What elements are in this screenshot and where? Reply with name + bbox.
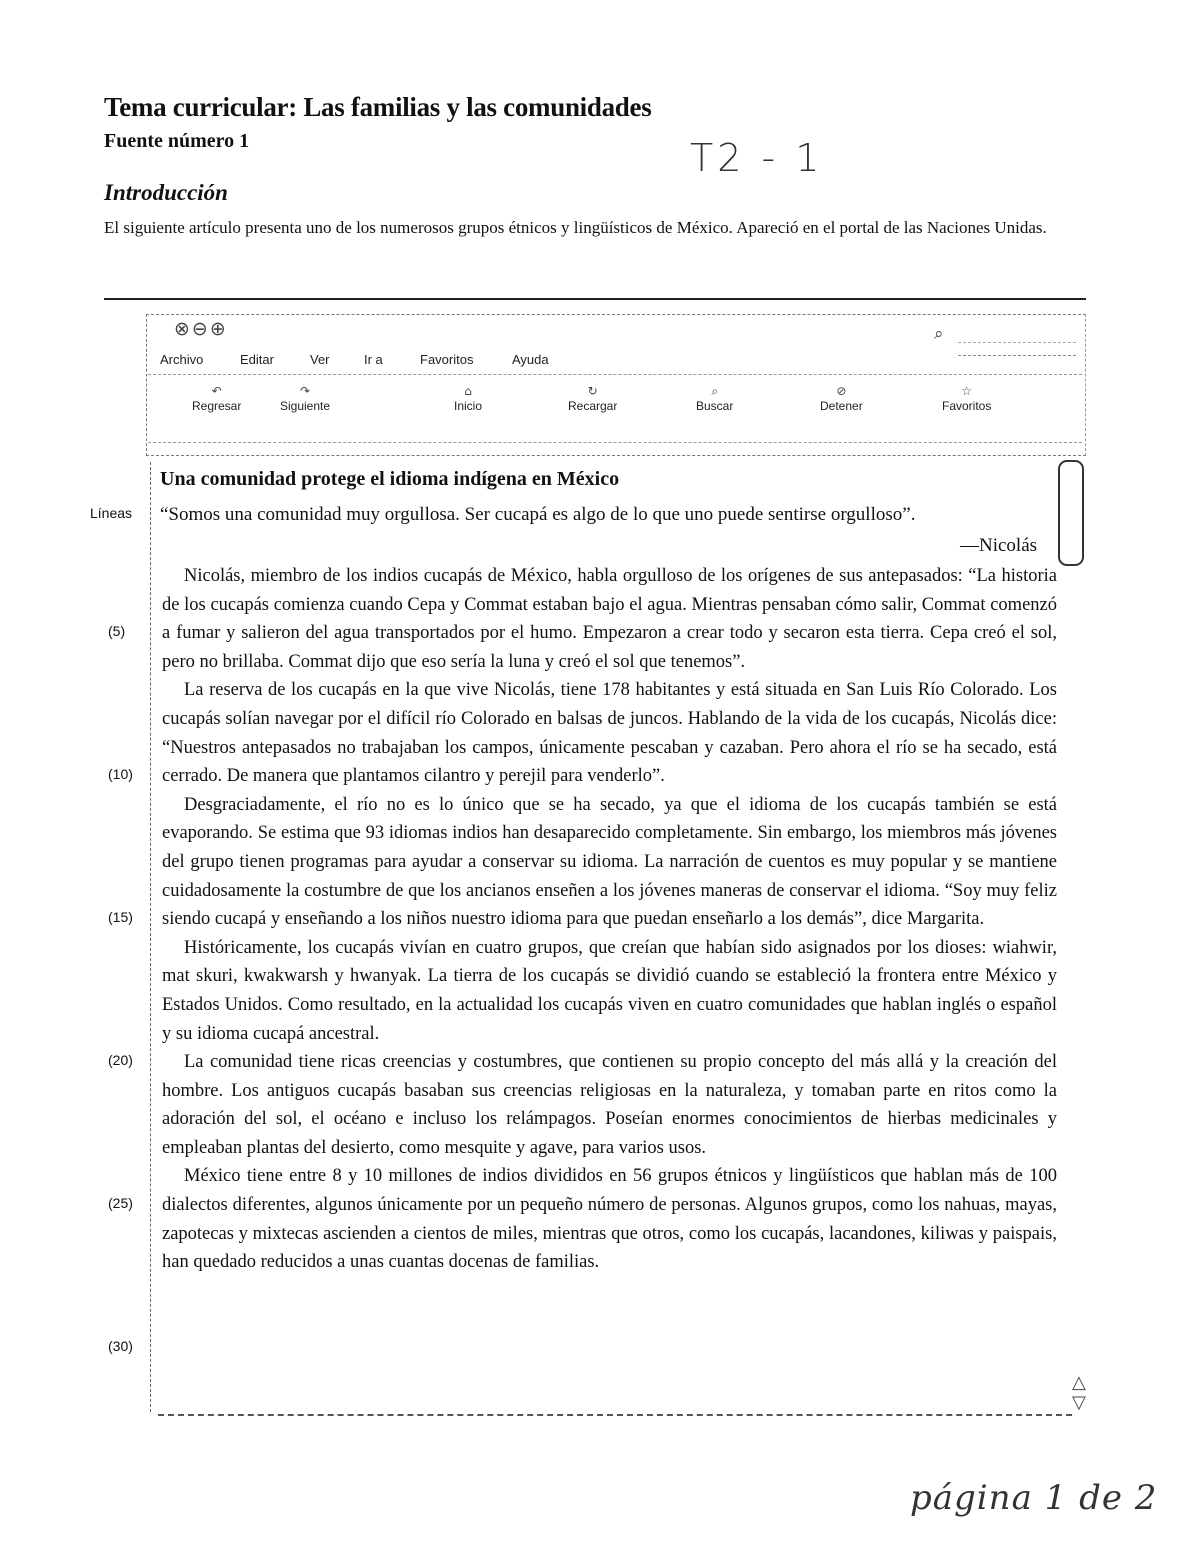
article-paragraph: Históricamente, los cucapás vivían en cuatro grupos, que creían que habían sido asignados por los dioses: wiahwir, mat skuri, kwakwarsh y hwanyak. La tierra de los cucapás se dividió cuando se estableció la frontera entre México y Estados Unidos. Como resultado, en la actualidad los cucapás viven en cuatro comunidades que hablan inglés o español y su idioma cucapá ancestral. [162,937,1057,1044]
intro-text: El siguiente artículo presenta uno de los numerosos grupos étnicos y lingüísticos de México. Apareció en el portal de las Naciones Unidas. [104,218,1047,237]
article-paragraph: Desgraciadamente, el río no es lo único que se ha secado, ya que el idioma de los cucapás también se está evaporando. Se estima que 93 idiomas indios han desaparecido completamente. Sin embargo, los miembros más jóvenes del grupo tienen programas para ayudar a conservar su idioma. La narración de cuentos es muy popular y se mantiene cuidadosamente la costumbre de que los ancianos enseñen a los jóvenes maneras de conservar el idioma. “Soy muy feliz siendo cucapá y enseñando a los niños nuestro idioma para que puedan enseñarlo a los demás”, dice Margarita. [162,794,1057,930]
intro-heading: Introducción [104,180,228,205]
toolbar-home-button[interactable] [454,384,482,413]
line-number: (25) [108,1195,133,1211]
line-number: (5) [108,623,126,639]
lines-label: Líneas [90,505,133,521]
minimize-window-icon[interactable]: ⊖ [191,318,210,340]
scroll-down-arrow-icon[interactable]: ▽ [1072,1392,1086,1413]
toolbar-label: Detener [820,399,863,413]
article-paragraph: Nicolás, miembro de los indios cucapás de México, habla orgulloso de los orígenes de sus antepasados: “La historia de los cucapás comienza cuando Cepa y Commat estaban bajo el agua. Mientras pensaban cómo salir, Commat comenzó a fumar y salieron del agua transportados por el humo. Empezaron a crear todo y secaron esta tierra. Cepa creó el sol, pero no brillaba. Commat dijo que eso sería la luna y creó el sol que tenemos”. [162,566,1057,672]
scrollbar-thumb[interactable] [1058,460,1084,566]
toolbar-label: Inicio [454,399,483,413]
toolbar-label: Recargar [568,399,618,413]
line-number: (10) [108,766,133,782]
address-bar[interactable] [958,342,1076,356]
source-number: Fuente número 1 [104,130,250,152]
article-paragraph: La reserva de los cucapás en la que vive Nicolás, tiene 178 habitantes y está situada en San Luis Río Colorado. Los cucapás solían navegar por el difícil río Colorado en balsas de juncos. Hablando de la vida de los cucapás, Nicolás dice: “Nuestros antepasados no trabajaban los campos, únicamente pescaban y cazaban. Pero ahora el río se ha secado, está cerrado. De manera que plantamos cilantro y perejil para venderlo”. [162,680,1057,787]
article-frame-bottom [158,1414,1072,1416]
article-frame-left [150,462,151,1412]
favorites-icon: ☆ [961,384,973,398]
page-title: Tema curricular: Las familias y las comunidades [104,92,652,122]
quote-attribution: —Nicolás [960,535,1038,556]
toolbar-forward-button[interactable] [280,384,330,413]
forward-arrow-icon: ↷ [299,384,311,398]
article-paragraph: La comunidad tiene ricas creencias y costumbres, que contienen su propio concepto del más allá y la creación del hombre. Los antiguos cucapás basaban sus creencias religiosas en la naturaleza, y tomaban parte en ritos como la adoración del sol, el océano e incluso los relámpagos. Poseían enormes conocimientos de hierbas medicinales y empleaban plantas del desierto, como mesquite y agave, para varios usos. [162,1052,1057,1158]
article-title: Una comunidad protege el idioma indígena en México [160,468,620,490]
menu-item-editar[interactable]: Editar [240,352,274,367]
article-paragraph: México tiene entre 8 y 10 millones de indios divididos en 56 grupos étnicos y lingüísticos que hablan más de 100 dialectos diferentes, algunos únicamente por un pequeño número de personas. Algunos grupos, como los nahuas, mayas, zapotecas y mixtecas ascienden a cientos de miles, mientras que otros, como los cucapás, lacandones, kiliwas y paispais, han quedado reducidos a unas cuantas docenas de familias. [162,1166,1057,1273]
divider [104,298,1086,300]
address-search-icon[interactable]: ⌕ [934,324,944,344]
menu-item-favoritos[interactable]: Favoritos [420,352,474,367]
maximize-window-icon[interactable]: ⊕ [209,318,228,340]
handwritten-code: T2 - 1 [690,136,824,180]
close-window-icon[interactable]: ⊗ [174,318,192,340]
toolbar-favorites-button[interactable] [942,384,991,413]
toolbar-reload-button[interactable] [568,384,617,413]
reload-icon: ↻ [587,384,598,398]
article-body [162,562,1057,1277]
search-icon: ⌕ [711,384,719,398]
menu-item-ayuda[interactable]: Ayuda [512,352,549,367]
window-controls[interactable] [174,318,228,340]
handwritten-page-note: página 1 de 2 [910,1478,1158,1518]
toolbar-label: Favoritos [942,399,992,413]
back-arrow-icon: ↶ [211,384,222,398]
menu-item-ir-a[interactable]: Ir a [364,352,383,367]
line-number: (15) [108,909,133,925]
line-number: (20) [108,1052,133,1068]
home-icon: ⌂ [464,384,472,398]
toolbar-separator [148,442,1082,443]
toolbar-label: Siguiente [280,399,331,413]
toolbar-stop-button[interactable] [820,384,863,413]
article-quote: “Somos una comunidad muy orgullosa. Ser cucapá es algo de lo que uno puede sentirse orgulloso”. [160,504,916,525]
stop-icon: ⊘ [836,384,847,398]
menu-separator [148,374,1082,375]
menu-item-ver[interactable]: Ver [310,352,330,367]
toolbar-search-button[interactable] [696,384,733,413]
toolbar-label: Regresar [192,399,242,413]
toolbar-label: Buscar [696,399,734,413]
scroll-up-arrow-icon[interactable]: △ [1072,1372,1086,1393]
menu-item-archivo[interactable]: Archivo [160,352,204,367]
toolbar-back-button[interactable] [192,384,241,413]
line-number: (30) [108,1338,133,1354]
